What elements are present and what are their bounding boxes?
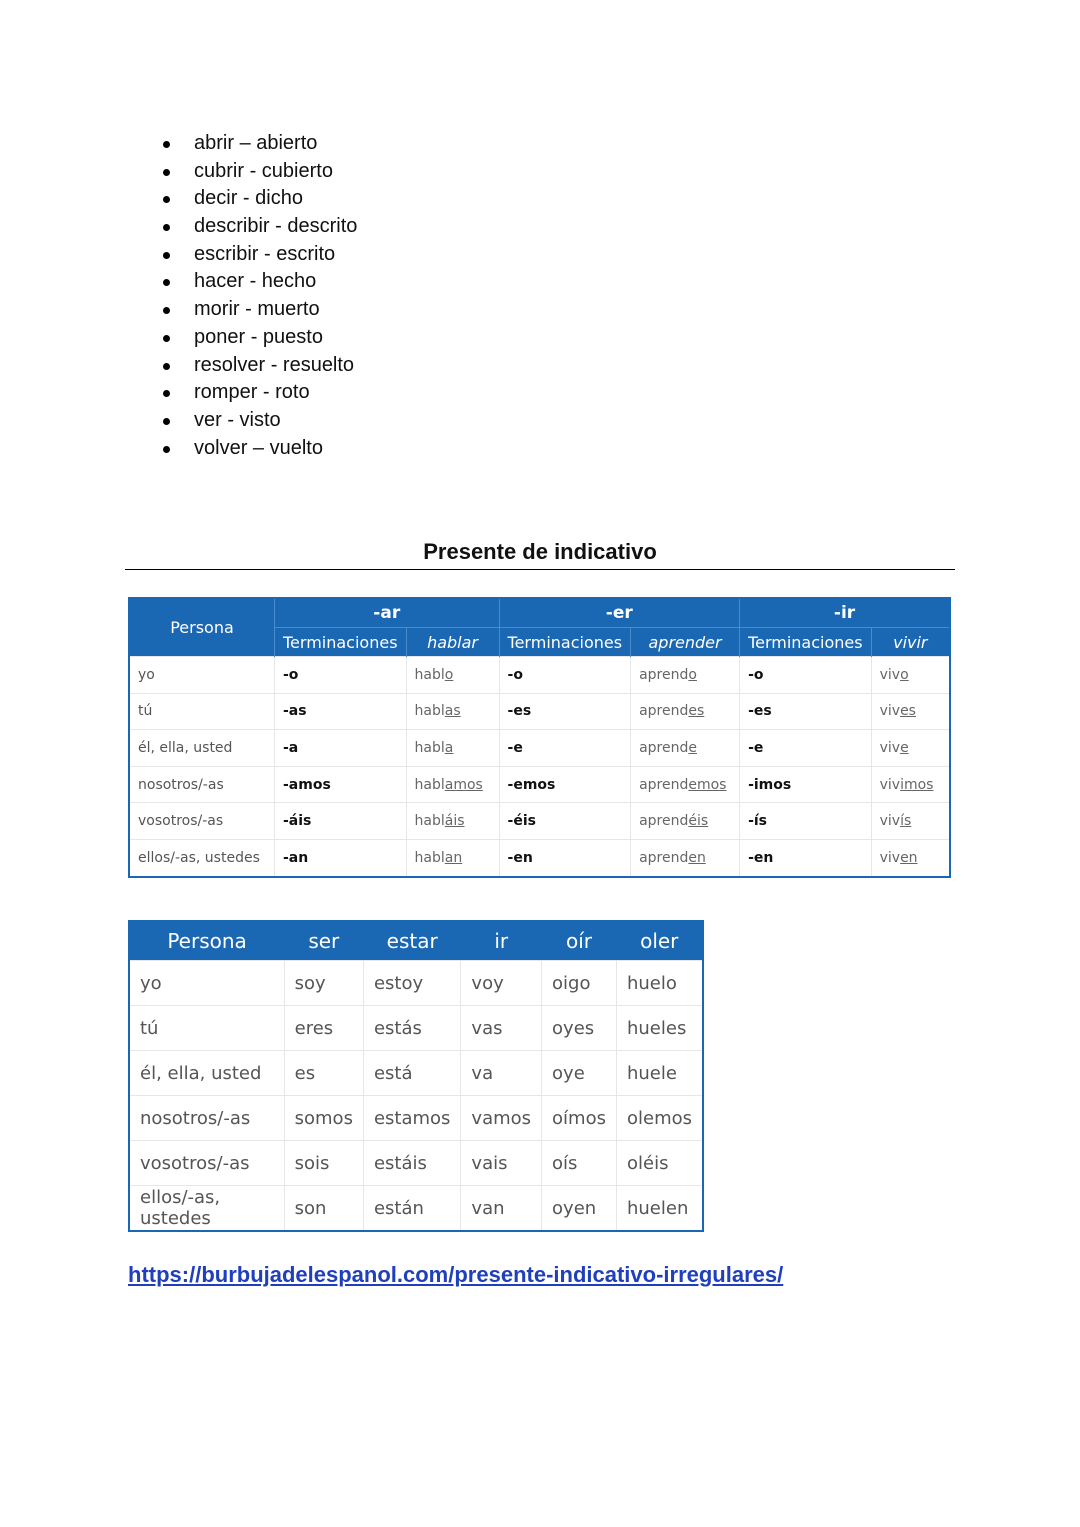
conjugation-cell: hablan [406, 839, 499, 876]
conjugation-cell: es [284, 1051, 363, 1096]
conjugation-cell: vivís [871, 803, 950, 840]
ending-cell: -emos [499, 766, 631, 803]
list-item: cubrir - cubierto [160, 158, 357, 186]
conjugation-cell: aprendes [631, 693, 740, 730]
table-row [129, 839, 950, 876]
bullet-icon [163, 169, 170, 176]
verb-example-header: hablar [406, 628, 499, 657]
conjugation-cell: habláis [406, 803, 499, 840]
conjugation-cell: está [363, 1051, 460, 1096]
conjugation-cell: hablo [406, 657, 499, 694]
list-item: ver - visto [160, 407, 357, 435]
bullet-icon [163, 196, 170, 203]
conjugation-cell: vive [871, 730, 950, 767]
conjugation-cell: oléis [616, 1141, 703, 1186]
list-item: abrir – abierto [160, 130, 357, 158]
conjugation-cell: vais [461, 1141, 542, 1186]
bullet-icon [163, 418, 170, 425]
conjugation-cell: aprendéis [631, 803, 740, 840]
persona-cell: vosotros/-as [129, 1141, 284, 1186]
conjugation-cell: vivimos [871, 766, 950, 803]
persona-header: Persona [129, 921, 284, 961]
table-row [129, 961, 703, 1006]
table-row [129, 1186, 703, 1232]
table-row [129, 1051, 703, 1096]
conjugation-cell: estoy [363, 961, 460, 1006]
conjugation-cell: voy [461, 961, 542, 1006]
conjugation-cell: oyen [542, 1186, 617, 1232]
conjugation-cell: hablas [406, 693, 499, 730]
list-item: decir - dicho [160, 185, 357, 213]
persona-cell: él, ella, usted [129, 730, 275, 767]
list-item: describir - descrito [160, 213, 357, 241]
conjugation-cell: sois [284, 1141, 363, 1186]
list-item: romper - roto [160, 379, 357, 407]
bullet-icon [163, 307, 170, 314]
verb-example-header: aprender [631, 628, 740, 657]
list-item: resolver - resuelto [160, 352, 357, 380]
list-item: volver – vuelto [160, 435, 357, 463]
conjugation-cell: aprendo [631, 657, 740, 694]
conjugation-cell: estamos [363, 1096, 460, 1141]
conjugation-cell: hablamos [406, 766, 499, 803]
persona-cell: yo [129, 961, 284, 1006]
table-row [129, 730, 950, 767]
conjugation-cell: vives [871, 693, 950, 730]
ending-cell: -ís [740, 803, 872, 840]
conjugation-cell: olemos [616, 1096, 703, 1141]
ending-cell: -as [275, 693, 407, 730]
ending-cell: -es [499, 693, 631, 730]
ending-cell: -áis [275, 803, 407, 840]
conjugation-cell: huelo [616, 961, 703, 1006]
ending-cell: -en [499, 839, 631, 876]
table-row [129, 1006, 703, 1051]
table-row [129, 1096, 703, 1141]
source-link[interactable]: https://burbujadelespanol.com/presente-indicativo-irregulares/ [128, 1262, 784, 1287]
conjugation-cell: hueles [616, 1006, 703, 1051]
group-er-header: -er [499, 598, 740, 628]
conjugation-cell: van [461, 1186, 542, 1232]
participle-list [160, 130, 357, 462]
verb-header-oler: oler [616, 921, 703, 961]
irregular-conjugation-table [128, 920, 704, 1232]
verb-example-header: vivir [871, 628, 950, 657]
conjugation-cell: habla [406, 730, 499, 767]
conjugation-cell: aprendemos [631, 766, 740, 803]
ending-cell: -en [740, 839, 872, 876]
conjugation-cell: eres [284, 1006, 363, 1051]
bullet-icon [163, 390, 170, 397]
list-item: poner - puesto [160, 324, 357, 352]
conjugation-cell: huelen [616, 1186, 703, 1232]
persona-header: Persona [129, 598, 275, 657]
list-item: hacer - hecho [160, 268, 357, 296]
bullet-icon [163, 279, 170, 286]
verb-header-estar: estar [363, 921, 460, 961]
conjugation-cell: oye [542, 1051, 617, 1096]
bullet-icon [163, 335, 170, 342]
heading-divider [125, 569, 955, 570]
table-row [129, 657, 950, 694]
persona-cell: tú [129, 1006, 284, 1051]
bullet-icon [163, 446, 170, 453]
group-ar-header: -ar [275, 598, 500, 628]
persona-cell: tú [129, 693, 275, 730]
verb-header-ir: ir [461, 921, 542, 961]
verb-header-ser: ser [284, 921, 363, 961]
terminaciones-header: Terminaciones [740, 628, 872, 657]
conjugation-cell: estás [363, 1006, 460, 1051]
ending-cell: -e [499, 730, 631, 767]
conjugation-cell: aprende [631, 730, 740, 767]
conjugation-cell: son [284, 1186, 363, 1232]
persona-cell: vosotros/-as [129, 803, 275, 840]
conjugation-cell: aprenden [631, 839, 740, 876]
conjugation-cell: oyes [542, 1006, 617, 1051]
table-row [129, 693, 950, 730]
ending-cell: -éis [499, 803, 631, 840]
ending-cell: -o [740, 657, 872, 694]
conjugation-cell: vas [461, 1006, 542, 1051]
conjugation-cell: vivo [871, 657, 950, 694]
bullet-icon [163, 363, 170, 370]
conjugation-cell: están [363, 1186, 460, 1232]
persona-cell: nosotros/-as [129, 766, 275, 803]
persona-cell: ellos/-as, ustedes [129, 1186, 284, 1232]
conjugation-cell: huele [616, 1051, 703, 1096]
conjugation-cell: estáis [363, 1141, 460, 1186]
list-item: morir - muerto [160, 296, 357, 324]
conjugation-cell: oís [542, 1141, 617, 1186]
verb-header-oir: oír [542, 921, 617, 961]
conjugation-cell: vamos [461, 1096, 542, 1141]
bullet-icon [163, 141, 170, 148]
ending-cell: -o [499, 657, 631, 694]
regular-conjugation-table [128, 597, 951, 878]
conjugation-cell: somos [284, 1096, 363, 1141]
bullet-icon [163, 252, 170, 259]
ending-cell: -o [275, 657, 407, 694]
persona-cell: yo [129, 657, 275, 694]
table-row [129, 1141, 703, 1186]
table-row [129, 803, 950, 840]
terminaciones-header: Terminaciones [499, 628, 631, 657]
terminaciones-header: Terminaciones [275, 628, 407, 657]
section-heading: Presente de indicativo [423, 539, 657, 564]
persona-cell: ellos/-as, ustedes [129, 839, 275, 876]
ending-cell: -a [275, 730, 407, 767]
ending-cell: -es [740, 693, 872, 730]
ending-cell: -imos [740, 766, 872, 803]
group-ir-header: -ir [740, 598, 950, 628]
persona-cell: nosotros/-as [129, 1096, 284, 1141]
conjugation-cell: va [461, 1051, 542, 1096]
table-row [129, 766, 950, 803]
list-item: escribir - escrito [160, 241, 357, 269]
bullet-icon [163, 224, 170, 231]
conjugation-cell: viven [871, 839, 950, 876]
ending-cell: -amos [275, 766, 407, 803]
conjugation-cell: oímos [542, 1096, 617, 1141]
conjugation-cell: oigo [542, 961, 617, 1006]
conjugation-cell: soy [284, 961, 363, 1006]
ending-cell: -an [275, 839, 407, 876]
ending-cell: -e [740, 730, 872, 767]
persona-cell: él, ella, usted [129, 1051, 284, 1096]
